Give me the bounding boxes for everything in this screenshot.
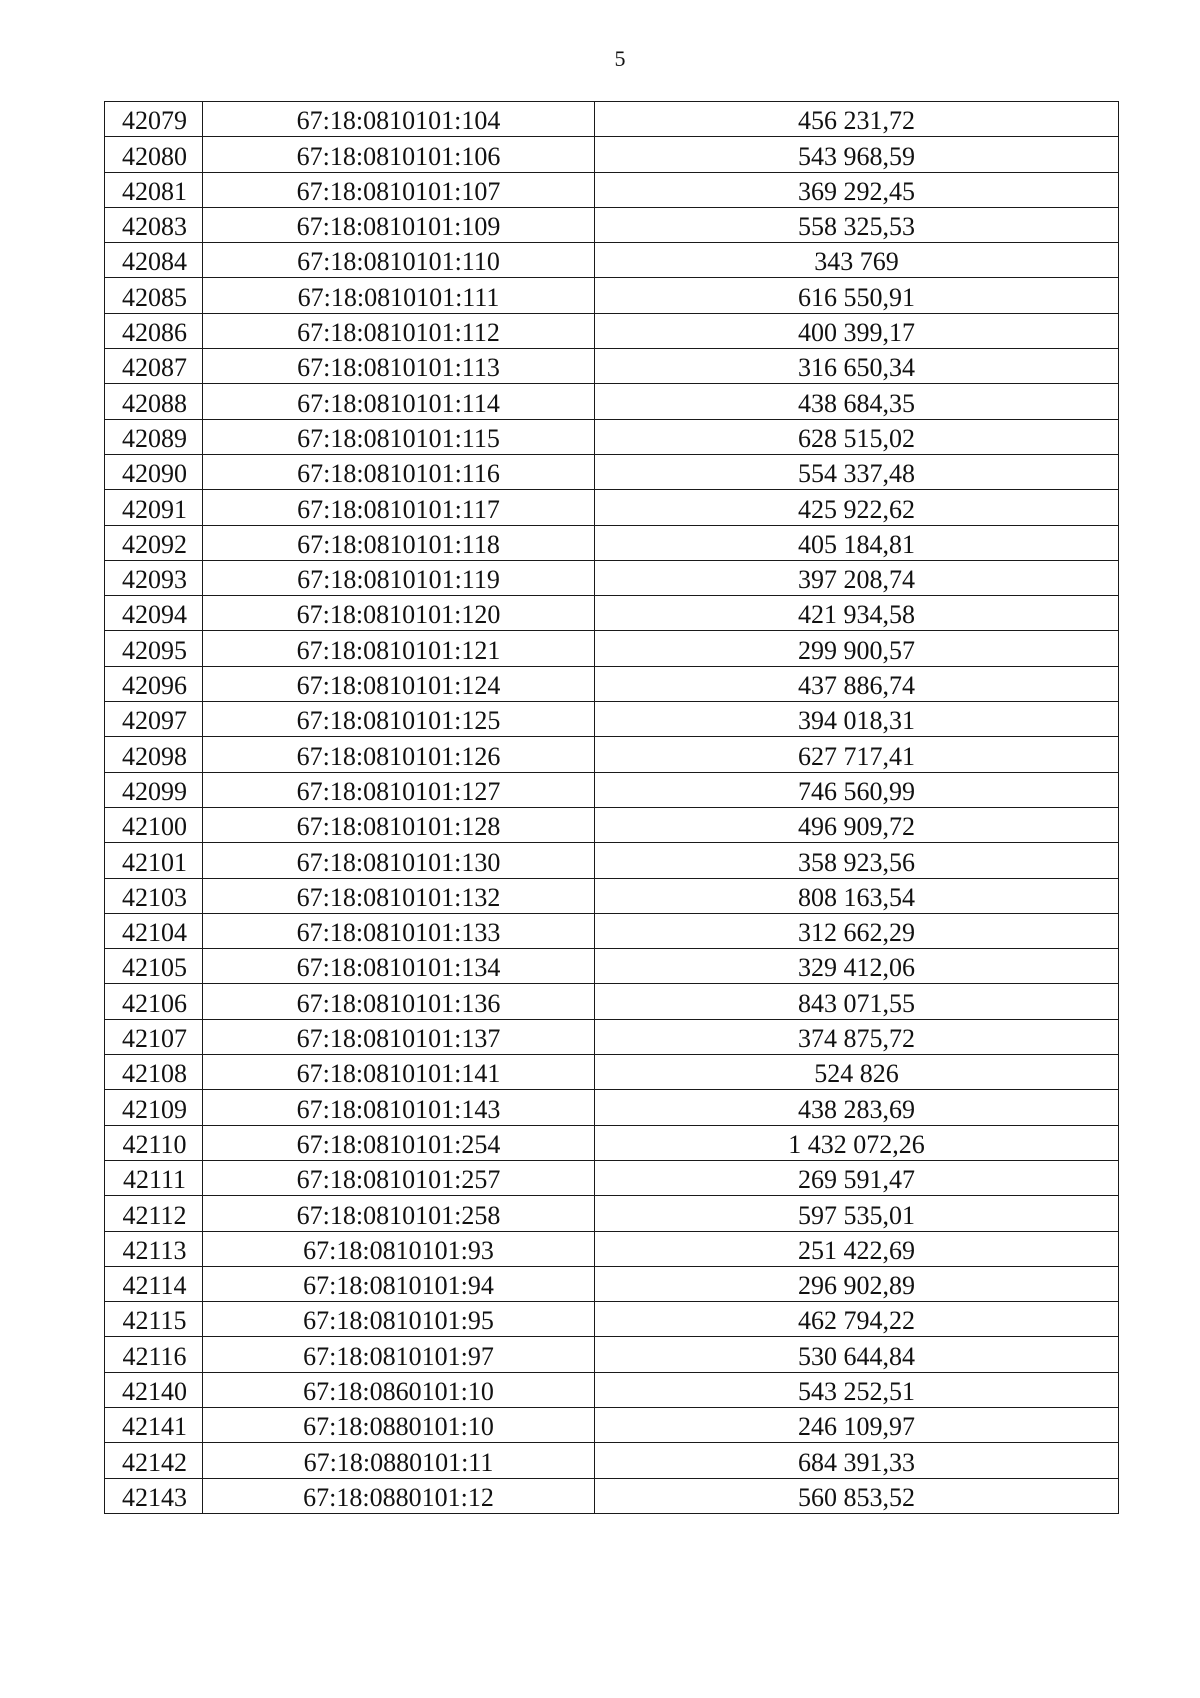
- cadastral-value-cell-text: 543 968,59: [798, 141, 915, 171]
- table-row: [105, 631, 1119, 666]
- cadastral-value-cell-text: 394 018,31: [798, 706, 915, 736]
- row-number-cell: [105, 490, 203, 525]
- row-number-cell-text: 42096: [122, 671, 187, 701]
- cadastral-number-cell-text: 67:18:0810101:124: [296, 671, 501, 701]
- cadastral-value-cell-text: 543 252,51: [798, 1376, 915, 1406]
- cadastral-value-cell-text: 374 875,72: [798, 1024, 915, 1054]
- table-row: [105, 949, 1119, 984]
- cadastral-value-cell-text: 558 325,53: [798, 212, 915, 242]
- cadastral-number-cell: [203, 454, 595, 489]
- row-number-cell-text: 42108: [122, 1059, 187, 1089]
- row-number-cell-text: 42103: [122, 882, 187, 912]
- cadastral-number-cell: [203, 313, 595, 348]
- cadastral-number-cell-text: 67:18:0810101:113: [297, 353, 500, 383]
- row-number-cell: [105, 1266, 203, 1301]
- cadastral-value-cell: [595, 666, 1119, 701]
- cadastral-number-cell: [203, 1443, 595, 1478]
- cadastral-value-cell: [595, 525, 1119, 560]
- cadastral-value-cell-text: 746 560,99: [798, 776, 915, 806]
- row-number-cell: [105, 1478, 203, 1513]
- table-row: [105, 1231, 1119, 1266]
- cadastral-value-cell-text: 684 391,33: [798, 1447, 915, 1477]
- row-number-cell: [105, 737, 203, 772]
- cadastral-number-cell: [203, 490, 595, 525]
- cadastral-number-cell-text: 67:18:0810101:136: [296, 988, 501, 1018]
- cadastral-number-cell-text: 67:18:0810101:134: [296, 953, 501, 983]
- table-row: [105, 772, 1119, 807]
- cadastral-value-cell-text: 299 900,57: [798, 635, 915, 665]
- row-number-cell: [105, 560, 203, 595]
- cadastral-value-cell: [595, 384, 1119, 419]
- row-number-cell-text: 42115: [122, 1306, 187, 1336]
- cadastral-value-cell-text: 456 231,72: [798, 106, 915, 136]
- cadastral-number-cell-text: 67:18:0810101:94: [303, 1271, 494, 1301]
- row-number-cell-text: 42095: [122, 635, 187, 665]
- cadastral-value-cell: [595, 102, 1119, 137]
- cadastral-number-cell: [203, 949, 595, 984]
- row-number-cell: [105, 1407, 203, 1442]
- row-number-cell-text: 42111: [122, 1165, 187, 1195]
- cadastral-number-cell-text: 67:18:0810101:95: [303, 1306, 494, 1336]
- row-number-cell: [105, 666, 203, 701]
- cadastral-number-cell: [203, 1090, 595, 1125]
- row-number-cell-text: 42142: [122, 1447, 187, 1477]
- cadastral-number-cell: [203, 702, 595, 737]
- cadastral-value-cell: [595, 807, 1119, 842]
- cadastral-number-cell-text: 67:18:0810101:117: [297, 494, 500, 524]
- row-number-cell-text: 42105: [122, 953, 187, 983]
- table-row: [105, 313, 1119, 348]
- table-row: [105, 278, 1119, 313]
- row-number-cell-text: 42100: [122, 812, 187, 842]
- row-number-cell: [105, 1090, 203, 1125]
- cadastral-value-cell: [595, 207, 1119, 242]
- cadastral-value-cell-text: 400 399,17: [798, 318, 915, 348]
- table-row: [105, 525, 1119, 560]
- row-number-cell-text: 42112: [122, 1200, 187, 1230]
- cadastral-number-cell-text: 67:18:0810101:127: [296, 776, 501, 806]
- cadastral-value-cell: [595, 1337, 1119, 1372]
- table-row: [105, 596, 1119, 631]
- row-number-cell-text: 42110: [122, 1129, 187, 1159]
- cadastral-number-cell: [203, 243, 595, 278]
- cadastral-number-cell-text: 67:18:0810101:93: [303, 1235, 494, 1265]
- cadastral-value-cell: [595, 1090, 1119, 1125]
- row-number-cell: [105, 525, 203, 560]
- cadastral-value-cell: [595, 984, 1119, 1019]
- cadastral-number-cell-text: 67:18:0810101:254: [296, 1129, 501, 1159]
- cadastral-value-cell: [595, 1019, 1119, 1054]
- cadastral-number-cell: [203, 1019, 595, 1054]
- cadastral-value-cell-text: 438 684,35: [798, 388, 915, 418]
- table-row: [105, 1125, 1119, 1160]
- cadastral-value-cell: [595, 243, 1119, 278]
- cadastral-number-cell: [203, 278, 595, 313]
- cadastral-value-cell: [595, 949, 1119, 984]
- row-number-cell: [105, 807, 203, 842]
- table-row: [105, 666, 1119, 701]
- cadastral-number-cell: [203, 1478, 595, 1513]
- cadastral-value-cell: [595, 313, 1119, 348]
- cadastral-value-cell: [595, 454, 1119, 489]
- cadastral-number-cell: [203, 172, 595, 207]
- cadastral-value-cell: [595, 172, 1119, 207]
- cadastral-value-cell: [595, 1125, 1119, 1160]
- cadastral-number-cell-text: 67:18:0810101:143: [296, 1094, 501, 1124]
- cadastral-number-cell-text: 67:18:0810101:125: [296, 706, 501, 736]
- row-number-cell: [105, 631, 203, 666]
- table-row: [105, 384, 1119, 419]
- cadastral-number-cell-text: 67:18:0810101:104: [296, 106, 501, 136]
- table-row: [105, 454, 1119, 489]
- row-number-cell: [105, 843, 203, 878]
- cadastral-value-cell: [595, 843, 1119, 878]
- cadastral-value-cell-text: 524 826: [814, 1059, 899, 1089]
- cadastral-value-cell-text: 616 550,91: [798, 282, 915, 312]
- cadastral-number-cell: [203, 1231, 595, 1266]
- cadastral-number-cell-text: 67:18:0810101:128: [296, 812, 501, 842]
- cadastral-number-cell: [203, 984, 595, 1019]
- table-row: [105, 1019, 1119, 1054]
- row-number-cell: [105, 1125, 203, 1160]
- table-row: [105, 102, 1119, 137]
- row-number-cell-text: 42099: [122, 776, 187, 806]
- cadastral-number-cell-text: 67:18:0810101:141: [296, 1059, 501, 1089]
- cadastral-value-cell: [595, 1266, 1119, 1301]
- cadastral-value-cell-text: 425 922,62: [798, 494, 915, 524]
- cadastral-number-cell-text: 67:18:0880101:10: [303, 1412, 494, 1442]
- cadastral-number-cell-text: 67:18:0810101:120: [296, 600, 501, 630]
- table-row: [105, 1443, 1119, 1478]
- cadastral-number-cell-text: 67:18:0810101:114: [297, 388, 500, 418]
- cadastral-value-cell-text: 597 535,01: [798, 1200, 915, 1230]
- cadastral-number-cell-text: 67:18:0810101:118: [297, 529, 500, 559]
- cadastral-number-cell-text: 67:18:0810101:109: [296, 212, 501, 242]
- cadastral-number-cell-text: 67:18:0810101:112: [297, 318, 500, 348]
- table-row: [105, 1055, 1119, 1090]
- cadastral-number-cell-text: 67:18:0810101:132: [296, 882, 501, 912]
- row-number-cell: [105, 878, 203, 913]
- cadastral-number-cell: [203, 384, 595, 419]
- row-number-cell: [105, 1019, 203, 1054]
- cadastral-value-cell-text: 358 923,56: [798, 847, 915, 877]
- table-row: [105, 1196, 1119, 1231]
- cadastral-value-cell: [595, 1196, 1119, 1231]
- table-row: [105, 490, 1119, 525]
- cadastral-number-cell-text: 67:18:0810101:121: [296, 635, 501, 665]
- row-number-cell-text: 42081: [122, 176, 187, 206]
- cadastral-number-cell: [203, 1125, 595, 1160]
- cadastral-number-cell: [203, 1160, 595, 1195]
- cadastral-value-cell-text: 462 794,22: [798, 1306, 915, 1336]
- table-row: [105, 1266, 1119, 1301]
- row-number-cell-text: 42083: [122, 212, 187, 242]
- row-number-cell-text: 42091: [122, 494, 187, 524]
- table-row: [105, 1478, 1119, 1513]
- table-row: [105, 913, 1119, 948]
- row-number-cell-text: 42089: [122, 423, 187, 453]
- cadastral-number-cell-text: 67:18:0810101:115: [297, 423, 500, 453]
- cadastral-number-cell-text: 67:18:0810101:107: [296, 176, 501, 206]
- cadastral-value-cell: [595, 1407, 1119, 1442]
- cadastral-number-cell: [203, 1266, 595, 1301]
- cadastral-number-cell-text: 67:18:0810101:137: [296, 1024, 501, 1054]
- cadastral-number-cell: [203, 525, 595, 560]
- row-number-cell-text: 42080: [122, 141, 187, 171]
- row-number-cell-text: 42092: [122, 529, 187, 559]
- cadastral-number-cell-text: 67:18:0810101:116: [297, 459, 500, 489]
- cadastral-number-cell: [203, 349, 595, 384]
- table-row: [105, 172, 1119, 207]
- row-number-cell: [105, 384, 203, 419]
- row-number-cell: [105, 1443, 203, 1478]
- cadastral-value-cell-text: 437 886,74: [798, 671, 915, 701]
- row-number-cell: [105, 596, 203, 631]
- cadastral-value-cell: [595, 1160, 1119, 1195]
- row-number-cell-text: 42098: [122, 741, 187, 771]
- row-number-cell-text: 42079: [122, 106, 187, 136]
- cadastral-number-cell: [203, 419, 595, 454]
- table-body: [105, 102, 1119, 1514]
- cadastral-number-cell: [203, 1337, 595, 1372]
- cadastral-number-cell-text: 67:18:0810101:133: [296, 918, 501, 948]
- cadastral-number-cell-text: 67:18:0810101:258: [296, 1200, 501, 1230]
- table-row: [105, 843, 1119, 878]
- cadastral-number-cell: [203, 1196, 595, 1231]
- cadastral-value-cell-text: 560 853,52: [798, 1482, 915, 1512]
- row-number-cell-text: 42104: [122, 918, 187, 948]
- row-number-cell: [105, 207, 203, 242]
- cadastral-value-cell-text: 843 071,55: [798, 988, 915, 1018]
- cadastral-number-cell: [203, 843, 595, 878]
- cadastral-number-cell-text: 67:18:0880101:12: [303, 1482, 494, 1512]
- cadastral-number-cell: [203, 1407, 595, 1442]
- row-number-cell: [105, 313, 203, 348]
- cadastral-value-cell-text: 554 337,48: [798, 459, 915, 489]
- row-number-cell: [105, 949, 203, 984]
- row-number-cell-text: 42116: [122, 1341, 187, 1371]
- cadastral-value-cell-text: 496 909,72: [798, 812, 915, 842]
- row-number-cell-text: 42101: [122, 847, 187, 877]
- row-number-cell: [105, 772, 203, 807]
- cadastral-number-cell: [203, 666, 595, 701]
- row-number-cell: [105, 1302, 203, 1337]
- cadastral-number-cell-text: 67:18:0810101:110: [297, 247, 500, 277]
- cadastral-number-cell-text: 67:18:0810101:257: [296, 1165, 501, 1195]
- cadastral-value-cell-text: 369 292,45: [798, 176, 915, 206]
- row-number-cell: [105, 243, 203, 278]
- cadastral-number-cell: [203, 772, 595, 807]
- cadastral-number-cell-text: 67:18:0810101:106: [296, 141, 501, 171]
- cadastral-value-cell-text: 246 109,97: [798, 1412, 915, 1442]
- row-number-cell: [105, 278, 203, 313]
- row-number-cell: [105, 1337, 203, 1372]
- cadastral-value-cell: [595, 1443, 1119, 1478]
- cadastral-value-cell-text: 312 662,29: [798, 918, 915, 948]
- table-row: [105, 984, 1119, 1019]
- cadastral-value-cell-text: 421 934,58: [798, 600, 915, 630]
- cadastral-number-cell: [203, 1372, 595, 1407]
- table-row: [105, 702, 1119, 737]
- cadastral-value-cell-text: 405 184,81: [798, 529, 915, 559]
- row-number-cell: [105, 984, 203, 1019]
- row-number-cell-text: 42084: [122, 247, 187, 277]
- cadastral-value-cell: [595, 1231, 1119, 1266]
- table-row: [105, 349, 1119, 384]
- cadastral-number-cell: [203, 207, 595, 242]
- cadastral-number-cell: [203, 631, 595, 666]
- row-number-cell: [105, 1196, 203, 1231]
- row-number-cell: [105, 137, 203, 172]
- cadastral-number-cell: [203, 102, 595, 137]
- cadastral-value-cell: [595, 490, 1119, 525]
- cadastral-number-cell: [203, 878, 595, 913]
- cadastral-value-cell-text: 296 902,89: [798, 1271, 915, 1301]
- row-number-cell-text: 42140: [122, 1376, 187, 1406]
- row-number-cell-text: 42094: [122, 600, 187, 630]
- table-row: [105, 243, 1119, 278]
- row-number-cell-text: 42088: [122, 388, 187, 418]
- cadastral-number-cell: [203, 807, 595, 842]
- cadastral-value-cell-text: 627 717,41: [798, 741, 915, 771]
- cadastral-value-cell-text: 397 208,74: [798, 565, 915, 595]
- cadastral-value-cell: [595, 1055, 1119, 1090]
- row-number-cell-text: 42085: [122, 282, 187, 312]
- row-number-cell-text: 42087: [122, 353, 187, 383]
- cadastral-value-cell: [595, 913, 1119, 948]
- row-number-cell-text: 42109: [122, 1094, 187, 1124]
- cadastral-value-cell-text: 343 769: [814, 247, 899, 277]
- row-number-cell: [105, 1055, 203, 1090]
- cadastral-value-cell: [595, 560, 1119, 595]
- row-number-cell-text: 42113: [122, 1235, 187, 1265]
- row-number-cell: [105, 419, 203, 454]
- cadastral-value-cell: [595, 1478, 1119, 1513]
- row-number-cell-text: 42107: [122, 1024, 187, 1054]
- table-row: [105, 1407, 1119, 1442]
- cadastral-value-cell: [595, 278, 1119, 313]
- cadastral-value-cell: [595, 1302, 1119, 1337]
- cadastral-value-cell: [595, 737, 1119, 772]
- cadastral-number-cell-text: 67:18:0860101:10: [303, 1376, 494, 1406]
- cadastral-number-cell: [203, 913, 595, 948]
- cadastral-number-cell: [203, 1055, 595, 1090]
- cadastral-number-cell: [203, 596, 595, 631]
- cadastral-number-cell: [203, 737, 595, 772]
- row-number-cell-text: 42093: [122, 565, 187, 595]
- cadastral-value-cell-text: 269 591,47: [798, 1165, 915, 1195]
- table-row: [105, 1372, 1119, 1407]
- table-row: [105, 807, 1119, 842]
- row-number-cell: [105, 172, 203, 207]
- page-number: 5: [614, 46, 626, 71]
- row-number-cell: [105, 102, 203, 137]
- row-number-cell: [105, 454, 203, 489]
- cadastral-value-cell-text: 1 432 072,26: [788, 1129, 925, 1159]
- cadastral-value-cell: [595, 1372, 1119, 1407]
- cadastral-value-cell-text: 438 283,69: [798, 1094, 915, 1124]
- cadastral-number-cell: [203, 1302, 595, 1337]
- table-row: [105, 1090, 1119, 1125]
- table-row: [105, 878, 1119, 913]
- row-number-cell-text: 42097: [122, 706, 187, 736]
- row-number-cell: [105, 1372, 203, 1407]
- row-number-cell: [105, 913, 203, 948]
- table-row: [105, 137, 1119, 172]
- row-number-cell-text: 42141: [122, 1412, 187, 1442]
- cadastral-number-cell-text: 67:18:0880101:11: [303, 1447, 494, 1477]
- cadastral-value-cell: [595, 596, 1119, 631]
- row-number-cell-text: 42143: [122, 1482, 187, 1512]
- table-row: [105, 1302, 1119, 1337]
- cadastral-number-cell: [203, 560, 595, 595]
- cadastral-value-cell-text: 251 422,69: [798, 1235, 915, 1265]
- cadastral-number-cell-text: 67:18:0810101:111: [297, 282, 500, 312]
- row-number-cell: [105, 1160, 203, 1195]
- cadastral-number-cell-text: 67:18:0810101:97: [303, 1341, 494, 1371]
- cadastral-value-cell: [595, 631, 1119, 666]
- cadastral-number-cell-text: 67:18:0810101:130: [296, 847, 501, 877]
- cadastral-value-cell: [595, 772, 1119, 807]
- row-number-cell: [105, 1231, 203, 1266]
- row-number-cell-text: 42114: [122, 1271, 187, 1301]
- cadastral-table-container: [104, 101, 1118, 1514]
- cadastral-value-cell: [595, 419, 1119, 454]
- cadastral-value-cell-text: 329 412,06: [798, 953, 915, 983]
- table-row: [105, 419, 1119, 454]
- cadastral-value-table: [104, 101, 1119, 1514]
- row-number-cell: [105, 702, 203, 737]
- table-row: [105, 1337, 1119, 1372]
- cadastral-number-cell: [203, 137, 595, 172]
- cadastral-number-cell-text: 67:18:0810101:119: [297, 565, 500, 595]
- cadastral-value-cell: [595, 702, 1119, 737]
- cadastral-value-cell-text: 530 644,84: [798, 1341, 915, 1371]
- cadastral-value-cell: [595, 878, 1119, 913]
- table-row: [105, 737, 1119, 772]
- table-row: [105, 560, 1119, 595]
- cadastral-number-cell-text: 67:18:0810101:126: [296, 741, 501, 771]
- cadastral-value-cell: [595, 349, 1119, 384]
- cadastral-value-cell: [595, 137, 1119, 172]
- cadastral-value-cell-text: 808 163,54: [798, 882, 915, 912]
- cadastral-value-cell-text: 628 515,02: [798, 423, 915, 453]
- row-number-cell-text: 42106: [122, 988, 187, 1018]
- row-number-cell-text: 42086: [122, 318, 187, 348]
- table-row: [105, 1160, 1119, 1195]
- row-number-cell: [105, 349, 203, 384]
- cadastral-value-cell-text: 316 650,34: [798, 353, 915, 383]
- table-row: [105, 207, 1119, 242]
- row-number-cell-text: 42090: [122, 459, 187, 489]
